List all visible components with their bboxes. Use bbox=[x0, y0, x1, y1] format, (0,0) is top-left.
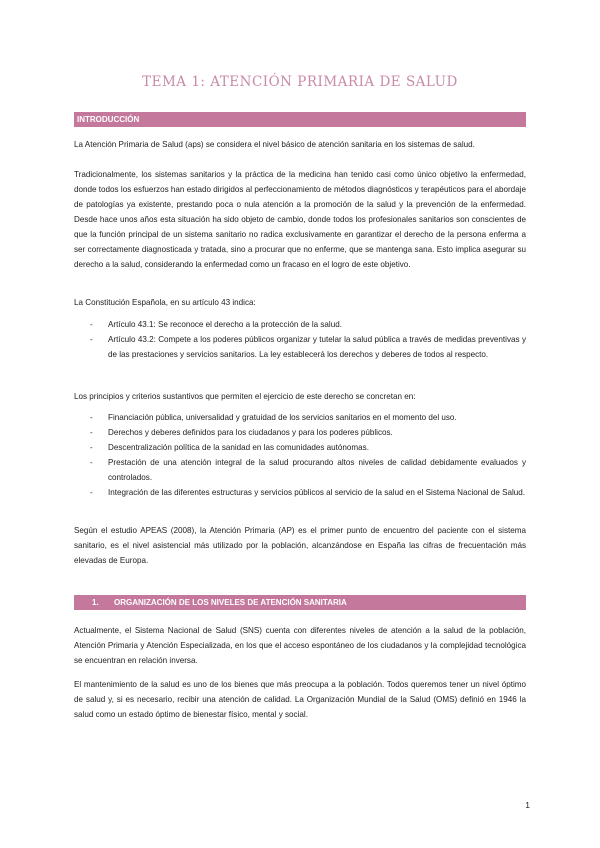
section-heading-organizacion bbox=[74, 595, 526, 610]
list-item: - Financiación pública, universalidad y gratuidad de los servicios sanitarios en el momento del uso. bbox=[74, 410, 526, 425]
organization-paragraph-2: El mantenimiento de la salud es uno de los bienes que más preocupa a la población. Todos queremos tener un nivel óptimo de salud y, si es necesario, recibir una atención de calidad. La Organización Mundial de la Salud (OMS) definió en 1946 la salud como un estado óptimo de bienestar físico, mental y social. bbox=[74, 680, 526, 719]
page-number: 1 bbox=[525, 800, 530, 810]
section-heading-label: INTRODUCCIÓN bbox=[77, 115, 140, 124]
list-item: - Integración de las diferentes estructuras y servicios públicos al servicio de la salud en el Sistema Nacional de Salud. bbox=[74, 485, 526, 500]
list-item: - Artículo 43.1: Se reconoce el derecho a la protección de la salud. bbox=[74, 317, 526, 332]
list-dash: - bbox=[90, 458, 93, 467]
intro-paragraph-3: La Constitución Española, en su artículo 43 indica: bbox=[74, 298, 256, 307]
intro-paragraph-1: La Atención Primaria de Salud (aps) se considera el nivel básico de atención sanitaria en los sistemas de salud. bbox=[74, 140, 475, 149]
list-item: - Derechos y deberes definidos para los ciudadanos y para los poderes públicos. bbox=[74, 425, 526, 440]
organization-paragraph-1: Actualmente, el Sistema Nacional de Salud (SNS) cuenta con diferentes niveles de atención a la salud de la población, Atención Primaria y Atención Especializada, en los que el acceso espontáneo de los ciudadanos y la complejidad tecnológica se encuentran en relación inversa. bbox=[74, 626, 526, 665]
list-dash: - bbox=[90, 413, 93, 422]
list-item: - Prestación de una atención integral de la salud procurando altos niveles de calidad debidamente evaluados y controlados. bbox=[74, 455, 526, 485]
principles-list bbox=[74, 410, 526, 500]
intro-paragraph-2: Tradicionalmente, los sistemas sanitarios y la práctica de la medicina han tenido casi como único objetivo la enfermedad, donde todos los esfuerzos han estado dirigidos al perfeccionamiento de métodos diagnósticos y terapéuticos para el abordaje de patologías ya existente, prestando poca o nula atención a la promoción de la salud y la prevención de la enfermedad. Desde hace unos años esta situación ha sido objeto de cambio, donde todos los profesionales sanitarios son conscientes de que la función principal de un sistema sanitario no radica exclusivamente en garantizar el derecho de la persona enferma a ser correctamente diagnosticada y tratada, sino a procurar que no enferme, que se mantenga sana. Esto implica asegurar su derecho a la salud, considerando la enfermedad como un fracaso en el logro de este objetivo. bbox=[74, 170, 526, 269]
section-number: 1. bbox=[92, 598, 99, 607]
constitution-articles-list bbox=[74, 317, 526, 362]
intro-paragraph-5: Según el estudio APEAS (2008), la Atención Primaria (AP) es el primer punto de encuentro del paciente con el sistema sanitario, es el nivel asistencial más utilizado por la población, alcanzándose en España las cifras de frecuentación más elevadas de Europa. bbox=[74, 526, 526, 565]
document-title: TEMA 1: ATENCIÓN PRIMARIA DE SALUD bbox=[142, 74, 458, 90]
intro-paragraph-4: Los principios y criterios sustantivos que permiten el ejercicio de este derecho se concretan en: bbox=[74, 392, 416, 401]
section-heading-introduccion bbox=[74, 112, 526, 127]
list-dash: - bbox=[90, 335, 93, 344]
section-heading-label: ORGANIZACIÓN DE LOS NIVELES DE ATENCIÓN SANITARIA bbox=[114, 598, 347, 607]
list-dash: - bbox=[90, 488, 93, 497]
list-dash: - bbox=[90, 428, 93, 437]
list-item: - Descentralización política de la sanidad en las comunidades autónomas. bbox=[74, 440, 526, 455]
list-dash: - bbox=[90, 443, 93, 452]
list-item: - Artículo 43.2: Compete a los poderes públicos organizar y tutelar la salud pública a través de medidas preventivas y de las prestaciones y servicios sanitarios. La ley establecerá los derechos y deberes de todos al respecto. bbox=[74, 332, 526, 362]
list-dash: - bbox=[90, 320, 93, 329]
